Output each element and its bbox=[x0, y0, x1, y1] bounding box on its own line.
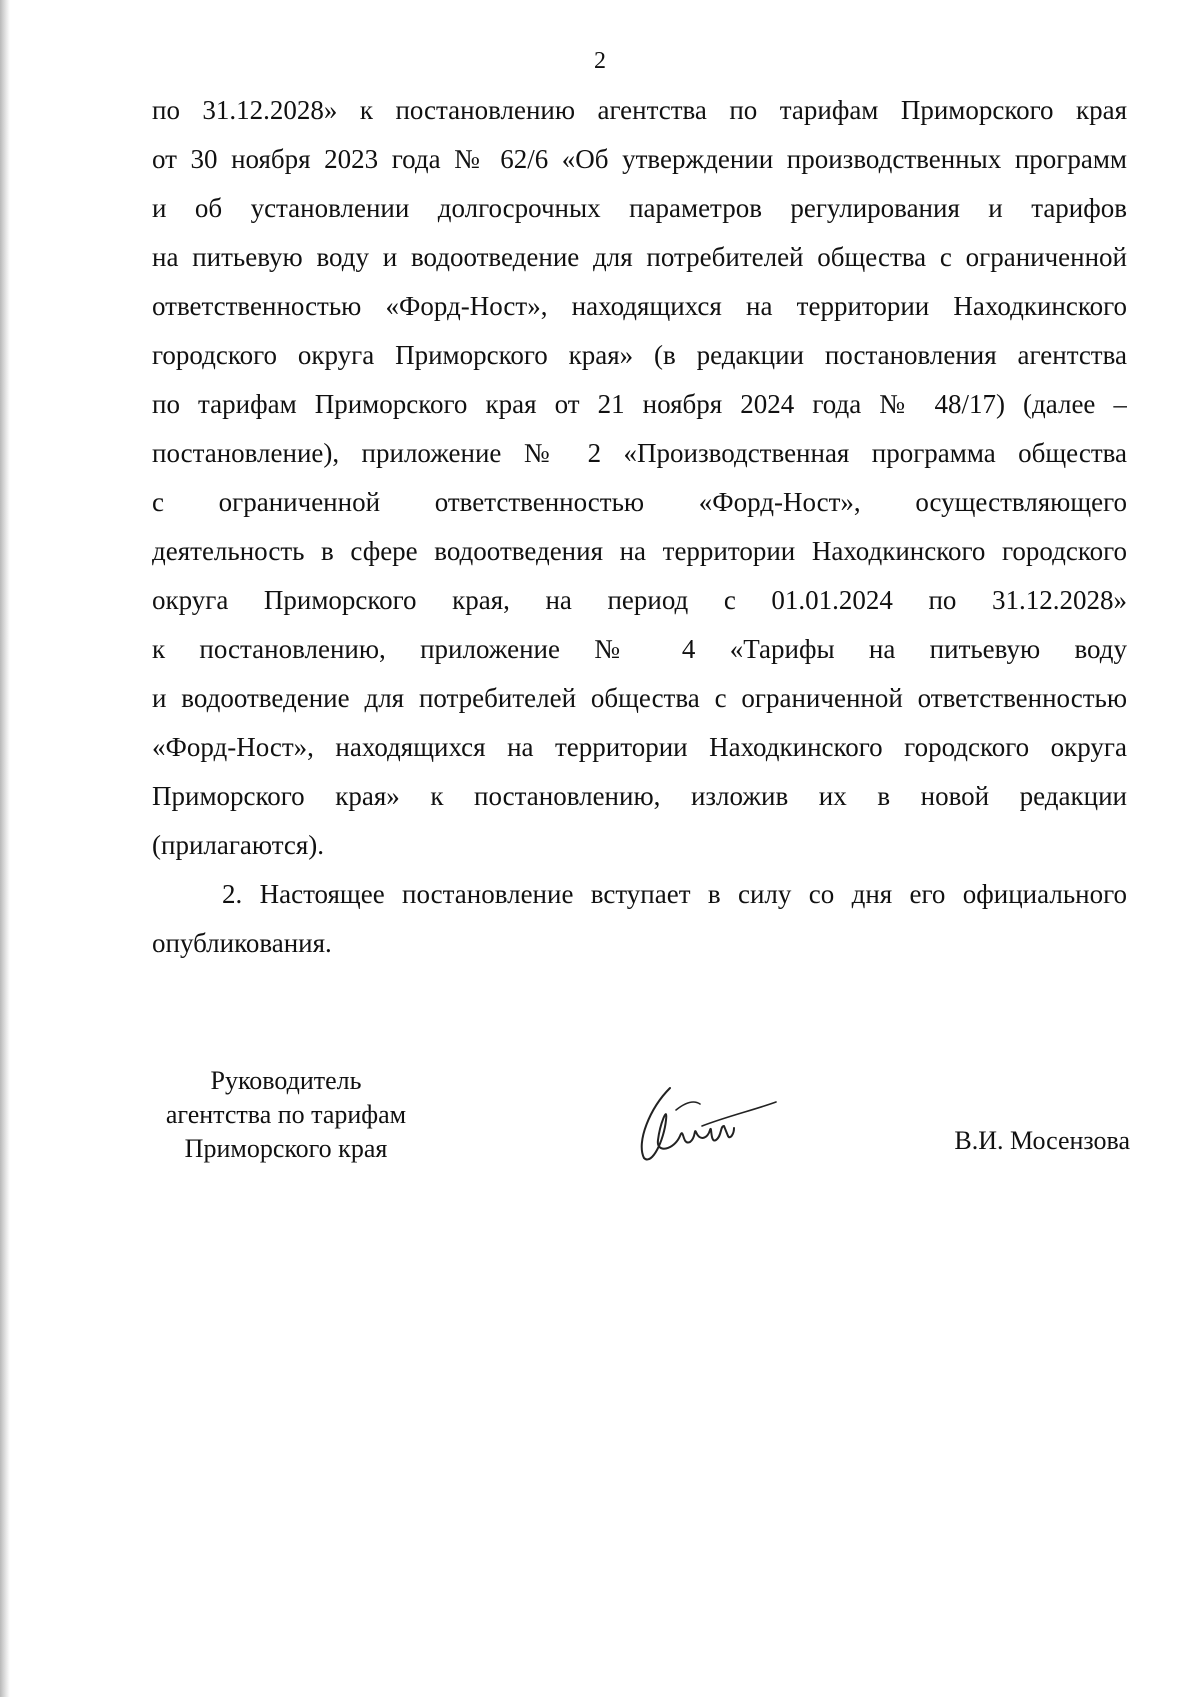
body-line: и водоотведение для потребителей общества с ограниченной ответственностью bbox=[152, 683, 1127, 713]
body-line: «Форд-Ност», находящихся на территории Находкинского городского округа bbox=[152, 732, 1127, 762]
body-line: ответственностью «Форд-Ност», находящихся на территории Находкинского bbox=[152, 291, 1127, 321]
body-line: по тарифам Приморского края от 21 ноября 2024 года № 48/17) (далее – bbox=[152, 389, 1127, 419]
position-line: Приморского края bbox=[184, 1134, 388, 1163]
position-line: Руководитель bbox=[210, 1066, 362, 1095]
body-line: с ограниченной ответственностью «Форд-Ност», осуществляющего bbox=[152, 487, 1127, 517]
body-line: к постановлению, приложение № 4 «Тарифы на питьевую воду bbox=[152, 634, 1127, 664]
body-line: по 31.12.2028» к постановлению агентства по тарифам Приморского края bbox=[152, 95, 1127, 125]
page-number: 2 bbox=[594, 48, 606, 74]
handwritten-signature bbox=[630, 1080, 780, 1170]
body-line: округа Приморского края, на период с 01.01.2024 по 31.12.2028» bbox=[152, 585, 1127, 615]
scan-edge-shadow bbox=[0, 0, 10, 1697]
body-line: от 30 ноября 2023 года № 62/6 «Об утверждении производственных программ bbox=[152, 144, 1127, 174]
body-line: на питьевую воду и водоотведение для потребителей общества с ограниченной bbox=[152, 242, 1127, 272]
signatory-name: В.И. Мосензова bbox=[954, 1126, 1130, 1155]
body-line: (прилагаются). bbox=[152, 830, 324, 860]
body-line: постановление), приложение № 2 «Производственная программа общества bbox=[152, 438, 1127, 468]
document-body bbox=[152, 86, 1127, 968]
paragraph-2-line: 2. Настоящее постановление вступает в силу со дня его официального bbox=[222, 879, 1127, 909]
position-line: агентства по тарифам bbox=[165, 1100, 407, 1129]
body-line: Приморского края» к постановлению, изложив их в новой редакции bbox=[152, 781, 1127, 811]
body-line: и об установлении долгосрочных параметров регулирования и тарифов bbox=[152, 193, 1127, 223]
signatory-position bbox=[136, 1064, 436, 1166]
body-line: городского округа Приморского края» (в редакции постановления агентства bbox=[152, 340, 1127, 370]
paragraph-2-line: опубликования. bbox=[152, 928, 332, 958]
body-line: деятельность в сфере водоотведения на территории Находкинского городского bbox=[152, 536, 1127, 566]
